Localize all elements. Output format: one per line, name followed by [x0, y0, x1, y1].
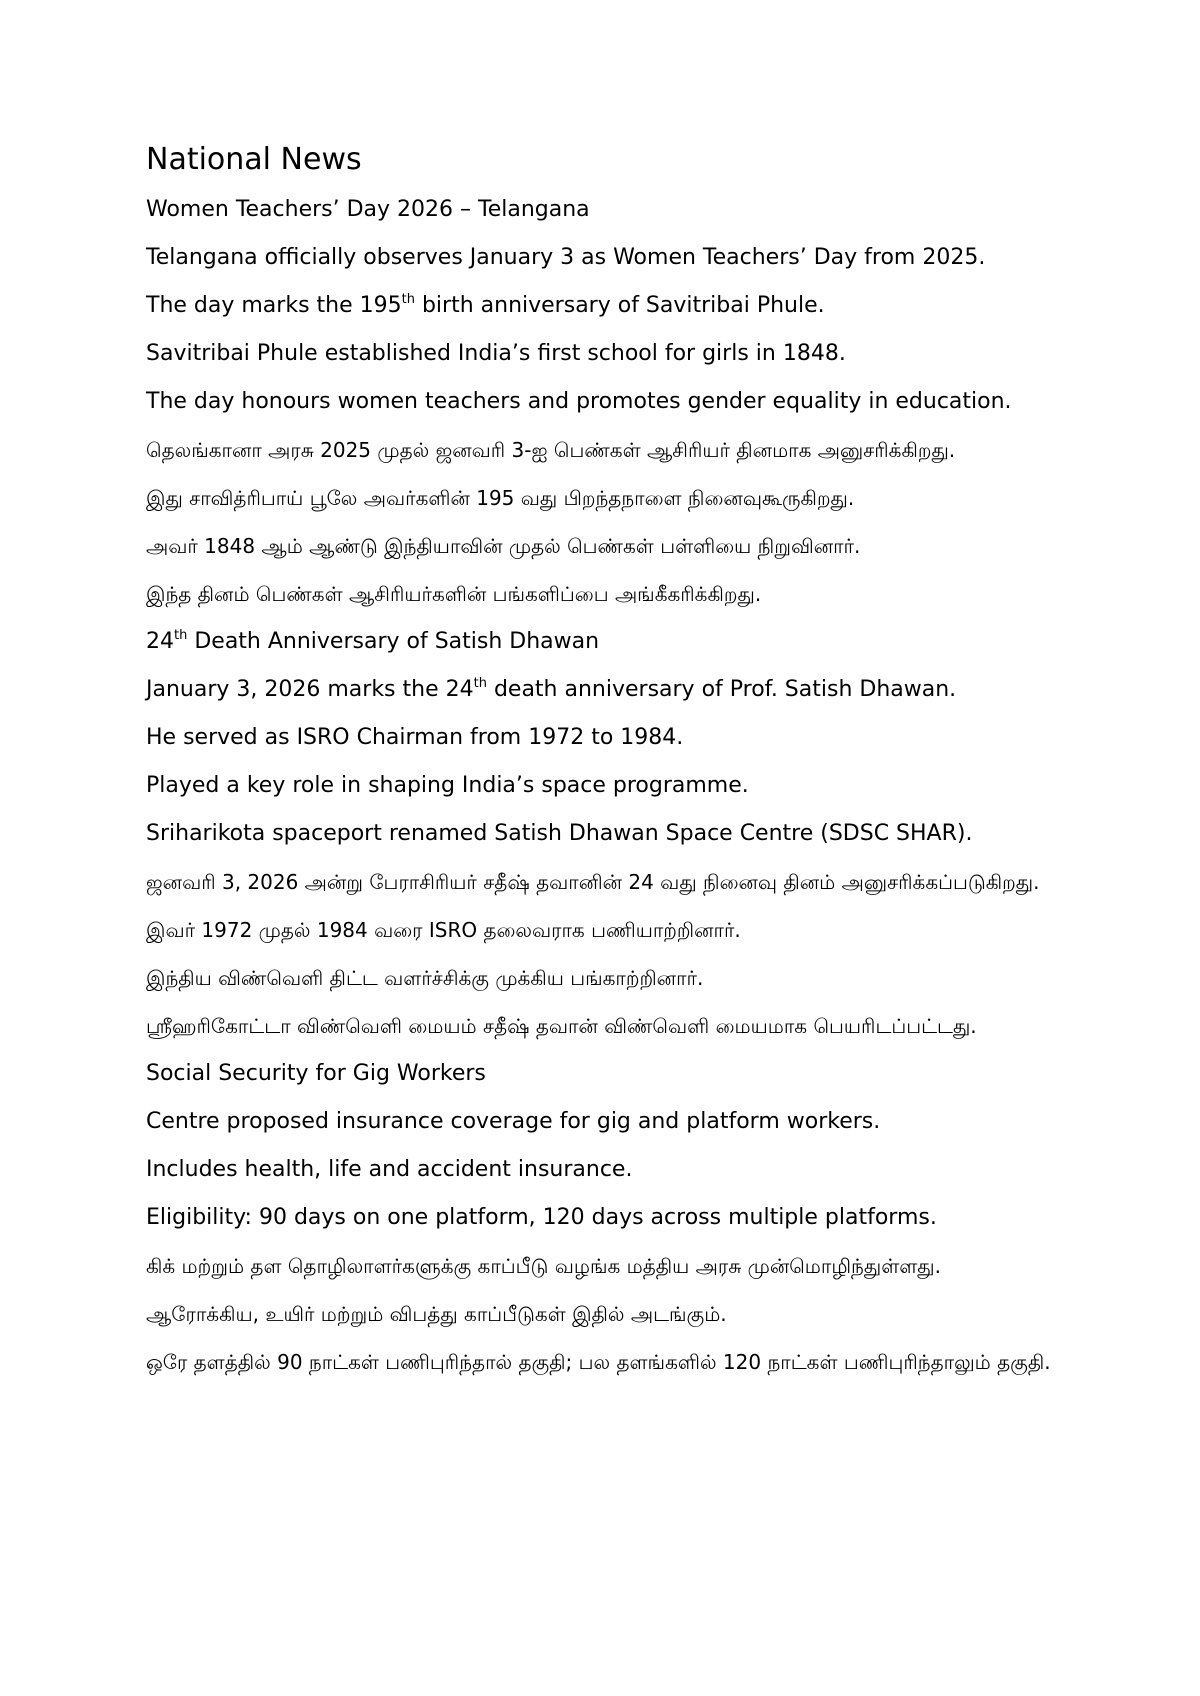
section-gig-workers: [146, 1058, 1106, 1378]
tamil-line: ஜனவரி 3, 2026 அன்று பேராசிரியர் சதீஷ் தவானின் 24 வது நினைவு தினம் அனுசரிக்கப்படுகிறது.: [146, 870, 1040, 894]
tamil-line: இந்திய விண்வெளி திட்ட வளர்ச்சிக்கு முக்கிய பங்காற்றினார்.: [146, 966, 704, 990]
english-line: The day marks the 195th birth anniversary of Savitribai Phule.: [146, 292, 825, 318]
english-line: January 3, 2026 marks the 24th death anniversary of Prof. Satish Dhawan.: [146, 676, 957, 702]
section-heading: 24th Death Anniversary of Satish Dhawan: [146, 628, 600, 654]
english-line: Sriharikota spaceport renamed Satish Dhawan Space Centre (SDSC SHAR).: [146, 821, 973, 846]
tamil-line: இது சாவித்ரிபாய் பூலே அவர்களின் 195 வது பிறந்தநாளை நினைவுகூருகிறது.: [146, 486, 855, 510]
section-heading: Social Security for Gig Workers: [146, 1061, 486, 1086]
english-line: The day honours women teachers and promotes gender equality in education.: [146, 389, 1012, 414]
english-line: Eligibility: 90 days on one platform, 120 days across multiple platforms.: [146, 1205, 937, 1230]
document-page: [146, 140, 1106, 1394]
tamil-line: ஒரே தளத்தில் 90 நாட்கள் பணிபுரிந்தால் தகுதி; பல தளங்களில் 120 நாட்கள் பணிபுரிந்தாலும் தகுதி.: [146, 1350, 1051, 1374]
section-heading: Women Teachers’ Day 2026 – Telangana: [146, 197, 590, 222]
tamil-line: இவர் 1972 முதல் 1984 வரை ISRO தலைவராக பணியாற்றினார்.: [146, 918, 741, 942]
document-title: National News: [146, 142, 362, 177]
tamil-line: ஆரோக்கிய, உயிர் மற்றும் விபத்து காப்பீடுகள் இதில் அடங்கும்.: [146, 1302, 727, 1326]
tamil-line: கிக் மற்றும் தள தொழிலாளர்களுக்கு காப்பீடு வழங்க மத்திய அரசு முன்மொழிந்துள்ளது.: [146, 1254, 941, 1278]
tamil-line: தெலங்கானா அரசு 2025 முதல் ஜனவரி 3-ஐ பெண்கள் ஆசிரியர் தினமாக அனுசரிக்கிறது.: [146, 438, 956, 462]
english-line: Includes health, life and accident insurance.: [146, 1157, 633, 1182]
english-line: Played a key role in shaping India’s space programme.: [146, 773, 749, 798]
english-line: Telangana officially observes January 3 as Women Teachers’ Day from 2025.: [146, 245, 986, 270]
english-line: He served as ISRO Chairman from 1972 to 1984.: [146, 725, 684, 750]
english-line: Savitribai Phule established India’s first school for girls in 1848.: [146, 341, 846, 366]
section-womens-teachers-day: [146, 194, 1106, 610]
tamil-line: ஸ்ரீஹரிகோட்டா விண்வெளி மையம் சதீஷ் தவான் விண்வெளி மையமாக பெயரிடப்பட்டது.: [146, 1014, 977, 1038]
section-satish-dhawan: [146, 626, 1106, 1042]
english-line: Centre proposed insurance coverage for gig and platform workers.: [146, 1109, 881, 1134]
tamil-line: இந்த தினம் பெண்கள் ஆசிரியர்களின் பங்களிப்பை அங்கீகரிக்கிறது.: [146, 582, 762, 606]
tamil-line: அவர் 1848 ஆம் ஆண்டு இந்தியாவின் முதல் பெண்கள் பள்ளியை நிறுவினார்.: [146, 534, 861, 558]
